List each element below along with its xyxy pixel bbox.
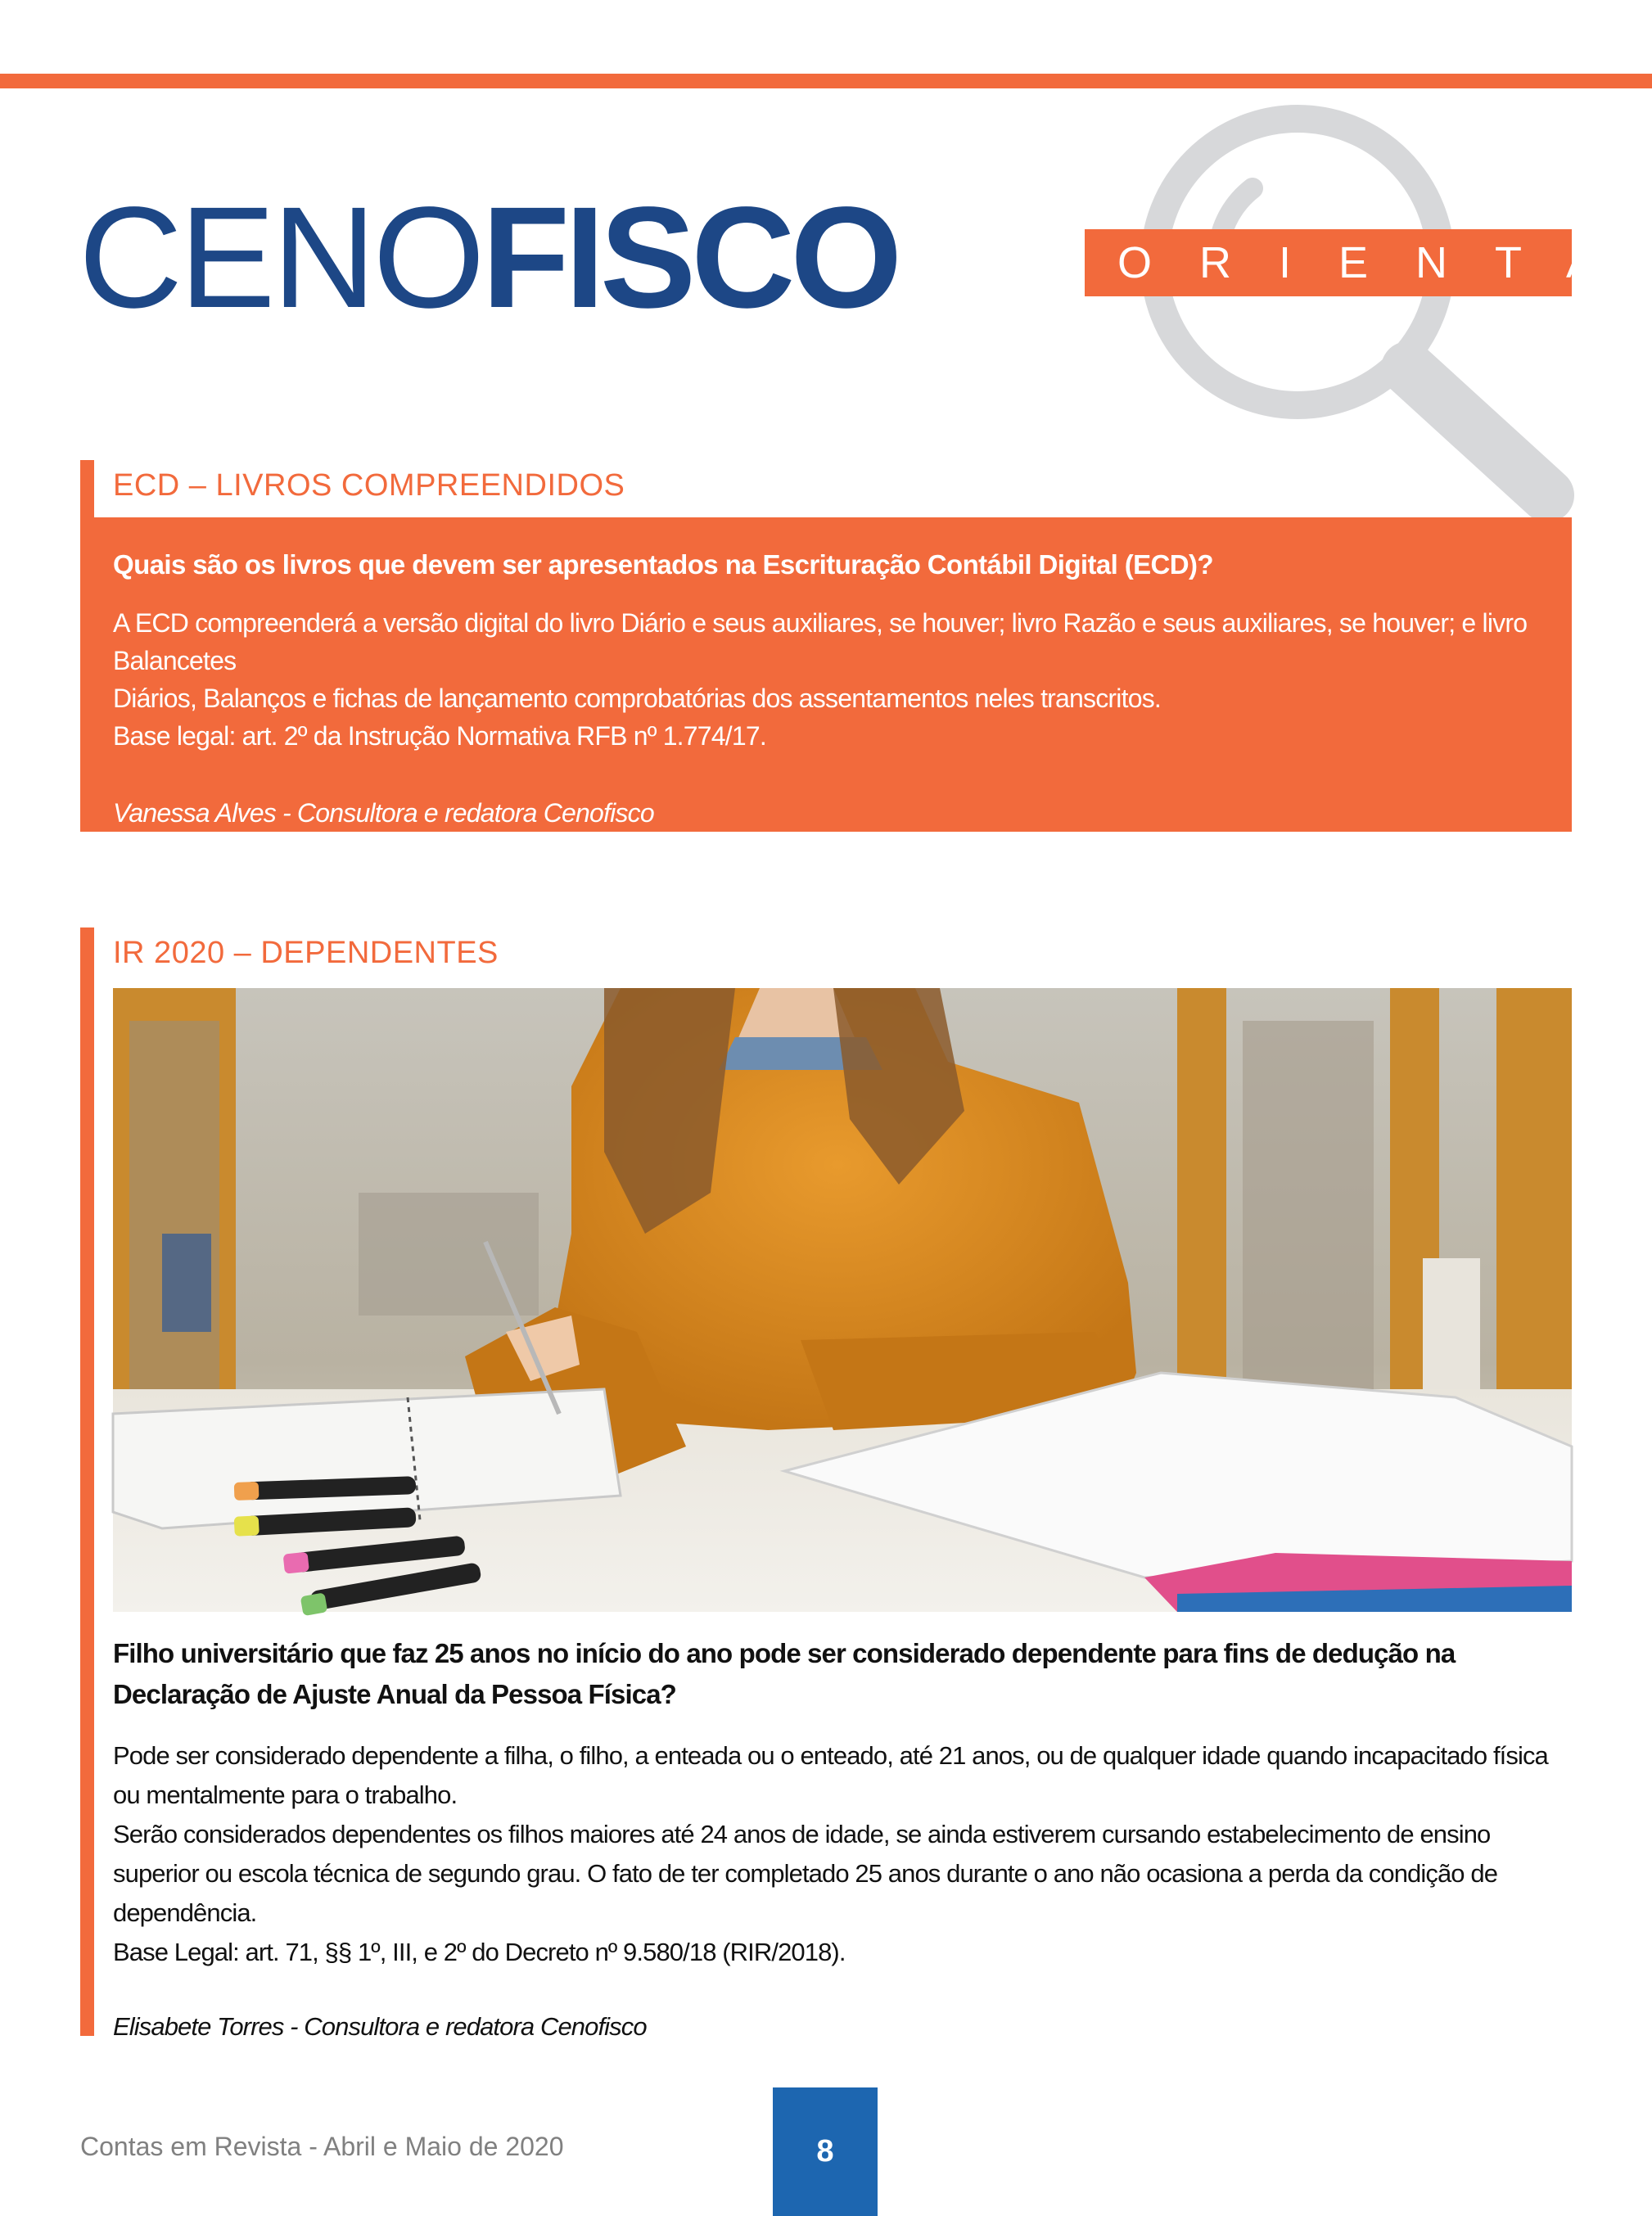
ir-answer-paragraph-1: Pode ser considerado dependente a filha, o filho, a enteada ou o enteado, até 21 anos, ou de qualquer idade quando incapacitado física ou mentalmente para o trabalho. bbox=[113, 1741, 1548, 1809]
ecd-answer-line-1: A ECD compreenderá a versão digital do livro Diário e seus auxiliares, se houver; livro Razão e seus auxiliares, se houver; e livro Balancetes bbox=[113, 608, 1528, 675]
logo-text-bold: FISCO bbox=[481, 178, 898, 338]
ecd-answer-line-2: Diários, Balanços e fichas de lançamento comprobatórias dos assentamentos neles transcritos. bbox=[113, 684, 1161, 713]
ecd-answer-line-3: Base legal: art. 2º da Instrução Normativa RFB nº 1.774/17. bbox=[113, 721, 766, 751]
footer-publication: Contas em Revista - Abril e Maio de 2020 bbox=[80, 2132, 564, 2161]
ir-answer-paragraph-2: Serão considerados dependentes os filhos maiores até 24 anos de idade, se ainda estiverem cursando estabelecimento de ensino superior ou escola técnica de segundo grau. O fato de ter completado 25 anos durante o ano não ocasiona a perda da condição de dependência. bbox=[113, 1820, 1498, 1927]
ir-question: Filho universitário que faz 25 anos no início do ano pode ser considerado dependente para fins de dedução na Declaração de Ajuste Anual da Pessoa Física? bbox=[113, 1638, 1456, 1709]
section-title-ecd: ECD – LIVROS COMPREENDIDOS bbox=[113, 468, 625, 503]
page-number: 8 bbox=[773, 2087, 878, 2216]
ecd-question: Quais são os livros que devem ser apresentados na Escrituração Contábil Digital (ECD)? bbox=[113, 549, 1213, 580]
ir-answer-paragraph-3: Base Legal: art. 71, §§ 1º, III, e 2º do Decreto nº 9.580/18 (RIR/2018). bbox=[113, 1938, 846, 1966]
section-title-ir: IR 2020 – DEPENDENTES bbox=[113, 936, 499, 970]
magnifier-icon bbox=[1089, 90, 1596, 548]
top-accent-bar bbox=[0, 74, 1652, 88]
section-tag-orienta: ORIENTA bbox=[1085, 229, 1572, 296]
logo-text-light: CENO bbox=[79, 178, 482, 338]
cenofisco-logo bbox=[79, 180, 897, 336]
ir-author: Elisabete Torres - Consultora e redatora Cenofisco bbox=[113, 2012, 647, 2041]
section-rule-ir bbox=[80, 927, 94, 2036]
ecd-answer-box bbox=[80, 517, 1572, 832]
ir-article-body bbox=[113, 1633, 1572, 2046]
ecd-author: Vanessa Alves - Consultora e redatora Cenofisco bbox=[113, 798, 654, 828]
student-writing-photo bbox=[113, 988, 1572, 1612]
